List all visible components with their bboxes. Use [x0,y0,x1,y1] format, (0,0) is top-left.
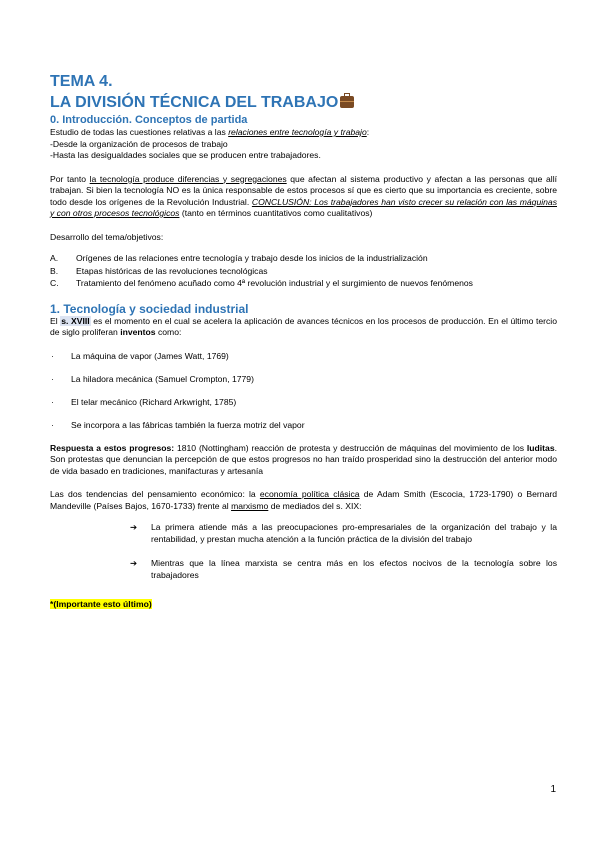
intro-paragraph [50,174,557,220]
s1-c: es el momento en el cual se acelera la aplicación de avances técnicos en los procesos de producción. En el último tercio de siglo proliferan [50,315,557,337]
intro-heading: 0. Introducción. Conceptos de partida [50,114,248,126]
response-paragraph [50,443,557,478]
bullet-icon: · [51,396,54,407]
invention-text: El telar mecánico (Richard Arkwright, 1785) [71,396,237,407]
objective-item [50,277,557,290]
intro-line-1 [50,127,557,139]
tend-c: de Adam Smith (Escocia, 1723-1790) o Bernard Mandeville (Países Bajos, 1670-1733) frente al [50,489,557,511]
tend-e: de mediados del s. XIX: [268,500,362,511]
bullet-icon: · [51,373,54,384]
objective-key: A. [50,253,59,263]
objectives-label: Desarrollo del tema/objetivos: [50,231,164,242]
intro-line-1-end: : [366,127,370,137]
bullet-icon: · [51,419,54,430]
page-title: TEMA 4. [50,73,113,90]
intro-line-2: -Desde la organización de procesos de trabajo [50,138,228,149]
resp-b: 1810 (Nottingham) reacción de protesta y destrucción de máquinas del movimiento de los [174,442,527,453]
objective-text: Tratamiento del fenómeno acuñado como 4ª revolución industrial y el surgimiento de nuevos fenómenos [76,278,473,288]
s1-a: El [50,315,61,326]
intro-line-3: -Hasta las desigualdades sociales que se producen entre trabajadores. [50,150,321,160]
intro-link-text: relaciones entre tecnología y trabajo [228,127,367,137]
tend-a: Las dos tendencias del pensamiento económico: la [50,489,260,499]
p2-c: que afectan al sistema productivo y afectan a las personas que allí trabajan. Si bien la tecnología NO es la única responsable de estos procesos sí que es cierto que su importancia es creciente, sobre todo desde los orígenes de la Revolución Industrial. [50,173,558,207]
arrow-right-icon: ➔ [130,558,138,568]
invention-item [50,420,557,431]
p2-b: la tecnología produce diferencias y segregaciones [89,173,287,184]
highlighted-note: *(Importante esto último) [50,599,152,609]
objective-text: Etapas históricas de las revoluciones tecnológicas [76,265,268,276]
arrow-item [50,521,557,545]
s1-e: como: [155,327,182,337]
document-page [50,72,557,611]
subtitle-text: LA DIVISIÓN TÉCNICA DEL TRABAJO [50,94,339,111]
s1-century: s. XVIII [61,315,90,326]
invention-item [50,397,557,408]
tend-classical: economía política clásica [259,489,360,499]
s1-inventions: inventos [120,327,156,337]
tendencies-paragraph [50,489,557,512]
note-line [50,599,557,611]
resp-luditas: luditas [526,442,555,453]
page-subtitle [50,92,557,114]
page-number: 1 [550,784,556,795]
invention-text: La hiladora mecánica (Samuel Crompton, 1779) [71,373,254,384]
invention-item [50,374,557,385]
p2-conclusion: CONCLUSIÓN: Los trabajadores han visto crecer su relación con las máquinas y con otros procesos tecnológicos [50,196,557,218]
bullet-icon: · [51,350,54,361]
section1-paragraph [50,316,557,339]
briefcase-icon [340,96,354,108]
tend-marxism: marxismo [231,500,269,511]
section1-heading: 1. Tecnología y sociedad industrial [50,301,249,316]
arrow-item [50,557,557,581]
arrow-item-text: La primera atiende más a las preocupaciones pro-empresariales de la organización del trabajo y la rentabilidad, y prestan mucha atención a la función práctica de la división del trabajo [151,522,557,544]
resp-d: . Son protestas que denuncian la percepción de que estos progresos no han traído prosperidad sino la destrucción del anterior modo de vida basado en tradiciones, manifacturas y artesanía [50,442,557,476]
objective-text: Orígenes de las relaciones entre tecnología y trabajo desde los inicios de la industrialización [76,253,428,263]
arrow-right-icon: ➔ [130,522,138,532]
invention-item [50,351,557,362]
invention-text: Se incorpora a las fábricas también la fuerza motriz del vapor [71,419,305,430]
p2-e: (tanto en términos cuantitativos como cualitativos) [179,208,373,218]
objective-key: B. [50,265,59,276]
objective-key: C. [50,278,59,288]
objective-item [50,265,557,278]
arrow-item-text: Mientras que la línea marxista se centra más en los efectos nocivos de la tecnología sobre los trabajadores [151,558,557,580]
objective-item [50,252,557,265]
p2-a: Por tanto [50,173,90,184]
response-label: Respuesta a estos progresos: [50,442,175,453]
invention-text: La máquina de vapor (James Watt, 1769) [71,350,229,361]
intro-line-1-text: Estudio de todas las cuestiones relativas a las [50,127,229,137]
